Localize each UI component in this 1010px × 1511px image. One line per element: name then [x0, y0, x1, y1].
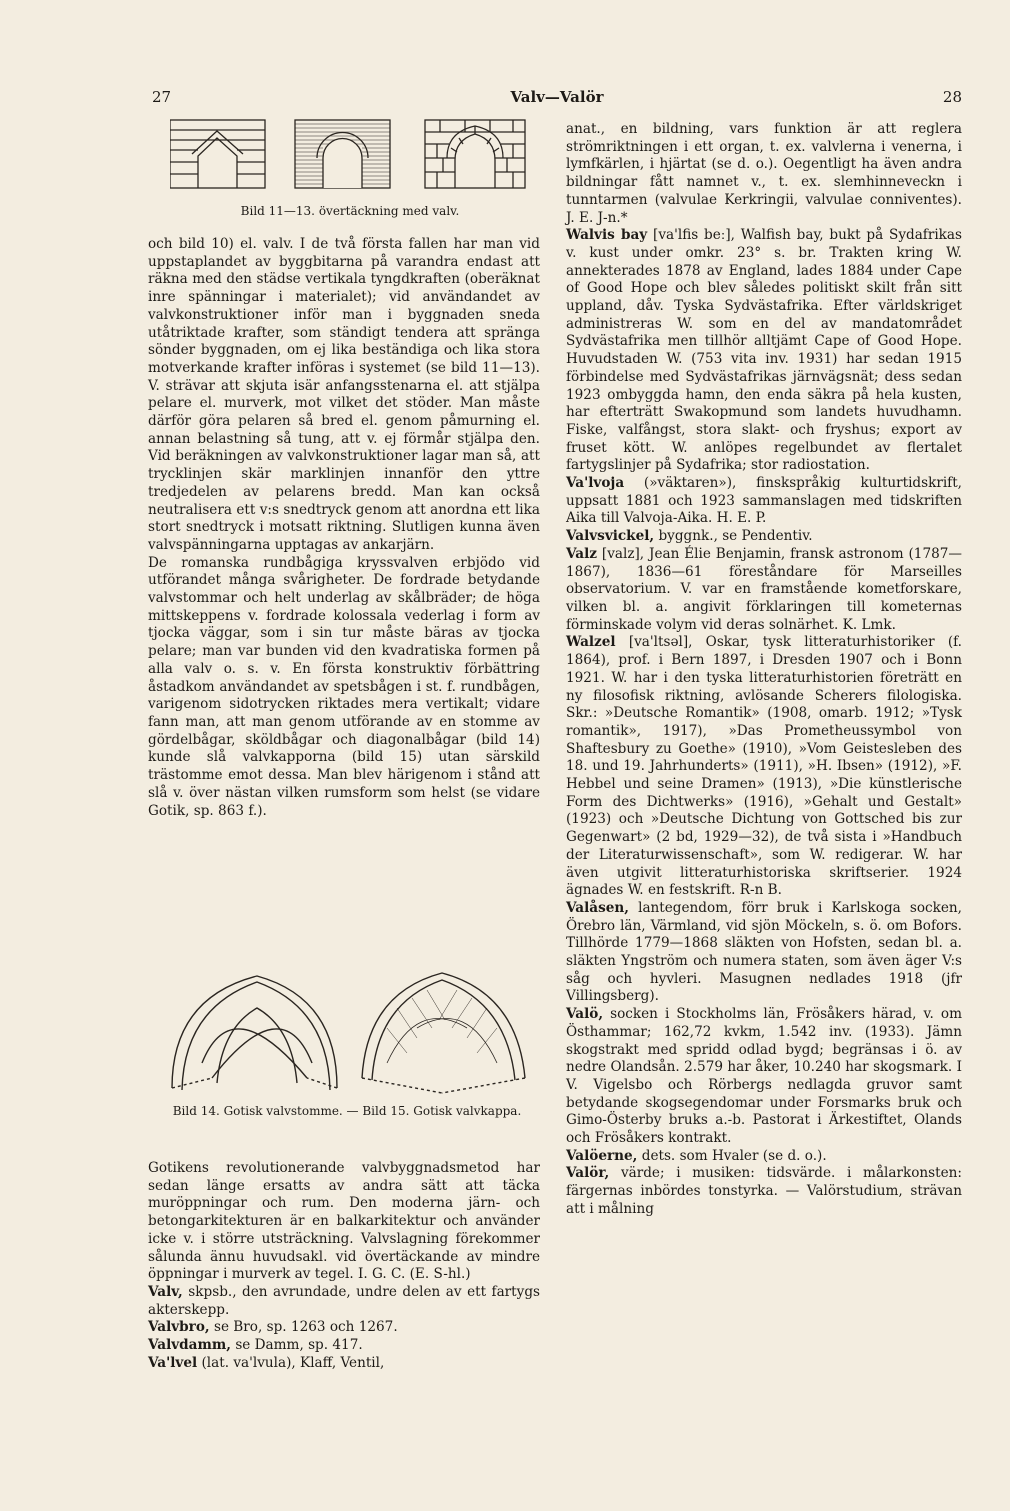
entry-valvsvickel	[566, 528, 962, 546]
entry-valvoja	[566, 475, 962, 528]
paragraph-vault-forces: och bild 10) el. valv. I de två första fallen har man vid uppstaplandet av byggbitarna på varandra endast att räkna med den städse vertikala tyngdkraften (oberäknat inre spänningar i materialet); vid användandet av valvkonstruktioner inför man i byggnaden sneda utåtriktade krafter, som ständigt tendera att spränga sönder byggnaden, om ej lika beständiga och lika stora motverkande krafter införas i systemet (se bild 11—13). V. strävar att skjuta isär anfangsstenarna el. att stjälpa pelare el. murverk, mot vilket det stöder. Man måste därför göra pelaren så bred el. genom påmurning el. annan belastning så tung, att v. ej förmår stjälpa den. Vid beräkningen av valvkonstruktioner lagar man så, att trycklinjen skär marklinjen innanför den yttre tredjedelen av pelarens bredd. Man kan också neutralisera ett v:s snedtryck genom att anordna ett lika stort snedtryck i motsatt riktning. Slutligen kunna även valvspänningarna upptagas av ankarjärn.	[148, 236, 540, 553]
entry-valvsvickel-head: Valvsvickel,	[566, 528, 655, 545]
entry-valvbro-text: se Bro, sp. 1263 och 1267.	[213, 1319, 398, 1336]
running-title: Valv—Valör	[510, 88, 604, 106]
paragraph-gothic-method: Gotikens revolutionerande valvbyggnadsmetod har sedan länge ersatts av andra sätt att täcka muröppningar och rum. Den moderna järn- och betongarkitekturen är en balkarkitektur och använder icke v. i större utsträckning. Valvslagning förekommer sålunda ännu huvudsakl. vid övertäckande av mindre öppningar i murverk av tegel. I. G. C. (E. S-hl.)	[148, 1160, 540, 1283]
entry-valo-text: socken i Stockholms län, Frösåkers härad, v. om Östhammar; 162,72 kvkm, 1.542 inv. (1933). Jämn skogstrakt med spridd odlad bygd; begränsas i ö. av nedre Olandsån. 2.579 har åker, 10.240 har skogsmark. I V. Vigelsbo och Rörbergs nedlagda gruvor samt betydande skogsegendomar under Forsmarks bruk och Gimo-Österby bruks a.-b. Pastorat i Ärkestiftet, Olands och Frösåkers kontrakt.	[566, 1006, 962, 1147]
entry-valvoja-head: Va'lvoja	[566, 475, 625, 492]
entry-valvel-text: (lat. va'lvula), Klaff, Ventil,	[201, 1354, 385, 1371]
left-column	[148, 236, 540, 820]
gable-opening-drawing	[170, 120, 265, 188]
figure-bottom-caption: Bild 14. Gotisk valvstomme. — Bild 15. Gotisk valvkappa.	[172, 1104, 522, 1118]
entry-valv-head: Valv,	[148, 1283, 183, 1300]
gothic-vault-web-drawing	[362, 973, 525, 1093]
entry-valoerne-text: dets. som Hvaler (se d. o.).	[641, 1147, 827, 1164]
round-arch-opening-drawing	[295, 120, 390, 188]
gothic-vault-illustration	[162, 968, 532, 1098]
entry-valvdamm-head: Valvdamm,	[148, 1337, 231, 1354]
entry-valor	[566, 1165, 962, 1218]
entry-valz	[566, 546, 962, 635]
entry-valv-text: skpsb., den avrundade, undre delen av ett fartygs akterskepp.	[148, 1283, 540, 1318]
gothic-rib-frame-drawing	[172, 976, 337, 1090]
page-header	[152, 88, 962, 112]
right-page-number: 28	[942, 88, 962, 106]
entry-valoerne-head: Valöerne,	[566, 1147, 638, 1164]
entry-valvsvickel-text: byggnk., se Pendentiv.	[658, 528, 813, 545]
entry-walzel	[566, 634, 962, 900]
entry-valvdamm-text: se Damm, sp. 417.	[235, 1337, 363, 1354]
entry-valvoja-text: (»väktaren»), finskspråkig kulturtidskrift, uppsatt 1881 och 1923 sammanslagen med tidskriften Aika till Valvoja-Aika. H. E. P.	[566, 475, 962, 527]
entry-valor-head: Valör,	[566, 1165, 610, 1182]
entry-valvdamm	[148, 1337, 540, 1355]
pointed-arch-opening-drawing	[425, 120, 525, 188]
entry-valvbro-head: Valvbro,	[148, 1319, 210, 1336]
entry-valasen	[566, 900, 962, 1006]
vault-covering-illustration	[170, 118, 530, 190]
entry-walvis-bay	[566, 227, 962, 475]
entry-valo-head: Valö,	[566, 1006, 604, 1023]
left-column-lower	[148, 1160, 540, 1372]
entry-valvel	[148, 1355, 540, 1373]
entry-valasen-text: lantegendom, förr bruk i Karlskoga socken, Örebro län, Värmland, vid sjön Möckeln, s. ö. om Bofors. Tillhörde 1779—1868 släkten von Hofsten, sedan bl. a. släkten Yngström och numera staten, som även äger V:s såg och hyvleri. Masugnen nedlades 1918 (jfr Villingsberg).	[566, 899, 962, 1005]
figure-top-caption: Bild 11—13. övertäckning med valv.	[240, 204, 460, 218]
right-column	[566, 121, 962, 1219]
entry-valoerne	[566, 1148, 962, 1166]
paragraph-romanesque: De romanska rundbågiga kryssvalven erbjödo vid utförandet många svårigheter. De fordrade betydande valvstommar och helt underlag av skålbräder; de höga mittskeppens v. fordrade kolossala vederlag i form av tjocka väggar, som i sin tur måste bäras av tjocka pelare; man var bunden vid den kvadratiska formen på alla valv o. s. v. En första konstruktiv förbättring åstadkom användandet av spetsbågen i st. f. rundbågen, varigenom sidotrycken riktades mera vertikalt; vidare fann man, att man genom utförande av en stomme av gördelbågar, sköldbågar och diagonalbågar (bild 14) kunde slå valvkapporna (bild 15) utan särskild trästomme emot dessa. Man blev härigenom i stånd att slå v. över nästan vilken rumsform som helst (se vidare Gotik, sp. 863 f.).	[148, 554, 540, 819]
figure-gothic-vaults	[162, 968, 532, 1118]
entry-valz-text: [valz], Jean Élie Benjamin, fransk astronom (1787—1867), 1836—61 föreståndare för Marseilles observatorium. V. var en framstående kometforskare, vilken bl. a. angivit förklaringen till kometernas förminskade volym vid deras solnärhet. K. Lmk.	[566, 545, 962, 633]
entry-valvbro	[148, 1319, 540, 1337]
left-page-number: 27	[152, 88, 172, 106]
entry-valz-head: Valz	[566, 545, 597, 562]
entry-valvel-head: Va'lvel	[148, 1354, 198, 1371]
figure-vault-coverings	[170, 118, 530, 218]
entry-walvis-head: Walvis bay	[566, 227, 648, 244]
paragraph-valvel-cont: anat., en bildning, vars funktion är att reglera strömriktningen i ett organ, t. ex. valvlerna i venerna, i lymfkärlen, i hjärtat (se d. o.). Oegentligt ha även andra bildningar fått namnet v., t. ex. slemhinneveckn i tunntarmen (valvulae Kerkringii, valvulae conniventes). J. E. J-n.*	[566, 121, 962, 226]
entry-walzel-head: Walzel	[566, 634, 616, 651]
entry-valv	[148, 1284, 540, 1319]
entry-valasen-head: Valåsen,	[566, 899, 629, 916]
entry-walvis-text: [va'lfis beː], Walfish bay, bukt på Sydafrikas v. kust under omkr. 23° s. br. Trakten kring W. annekterades 1878 av England, lades 1884 under Cape of Good Hope och blev således politiskt skilt från sitt uppland, dåv. Tyska Sydvästafrika. Efter världskriget administreras W. som en del av mandatområdet Sydvästafrika men tillhör alltjämt Cape of Good Hope. Huvudstaden W. (753 vita inv. 1931) har sedan 1915 förbindelse med Sydvästafrikas järnvägsnät; dess sedan 1923 ombyggda hamn, den enda säkra på hela kusten, har efterträtt Swakopmund som landets huvudhamn. Fiske, valfångst, stora slakt- och fryshus; export av fruset kött. W. anlöpes regelbundet av flertalet fartygslinjer på Sydafrika; stor radiostation.	[566, 227, 963, 474]
entry-valor-text: värde; i musiken: tidsvärde. i målarkonsten: färgernas inbördes tonstyrka. — Valörstudium, strävan att i målning	[566, 1165, 962, 1217]
entry-valo	[566, 1006, 962, 1148]
entry-walzel-text: [va'ltsəl], Oskar, tysk litteraturhistoriker (f. 1864), prof. i Bern 1897, i Dresden 1907 och i Bonn 1921. W. har i den tyska litteraturhistorien företrätt en ny filosofisk riktning, avlösande Scherers filologiska. Skr.: »Deutsche Romantik» (1908, omarb. 1912; »Tysk romantik», 1917), »Das Prometheussymbol von Shaftesbury zu Goethe» (1910), »Vom Geistesleben des 18. und 19. Jahrhunderts» (1911), »H. Ibsen» (1912), »F. Hebbel und seine Dramen» (1913), »Die künstlerische Form des Dichtwerks» (1916), »Gehalt und Gestalt» (1923) och »Deutsche Dichtung von Gottsched bis zur Gegenwart» (2 bd, 1929—32), de två sista i »Handbuch der Literaturwissenschaft», som W. redigerar. W. har även utgivit litteraturhistoriska skriftserier. 1924 ägnades W. en festskrift. R-n B.	[566, 634, 963, 899]
